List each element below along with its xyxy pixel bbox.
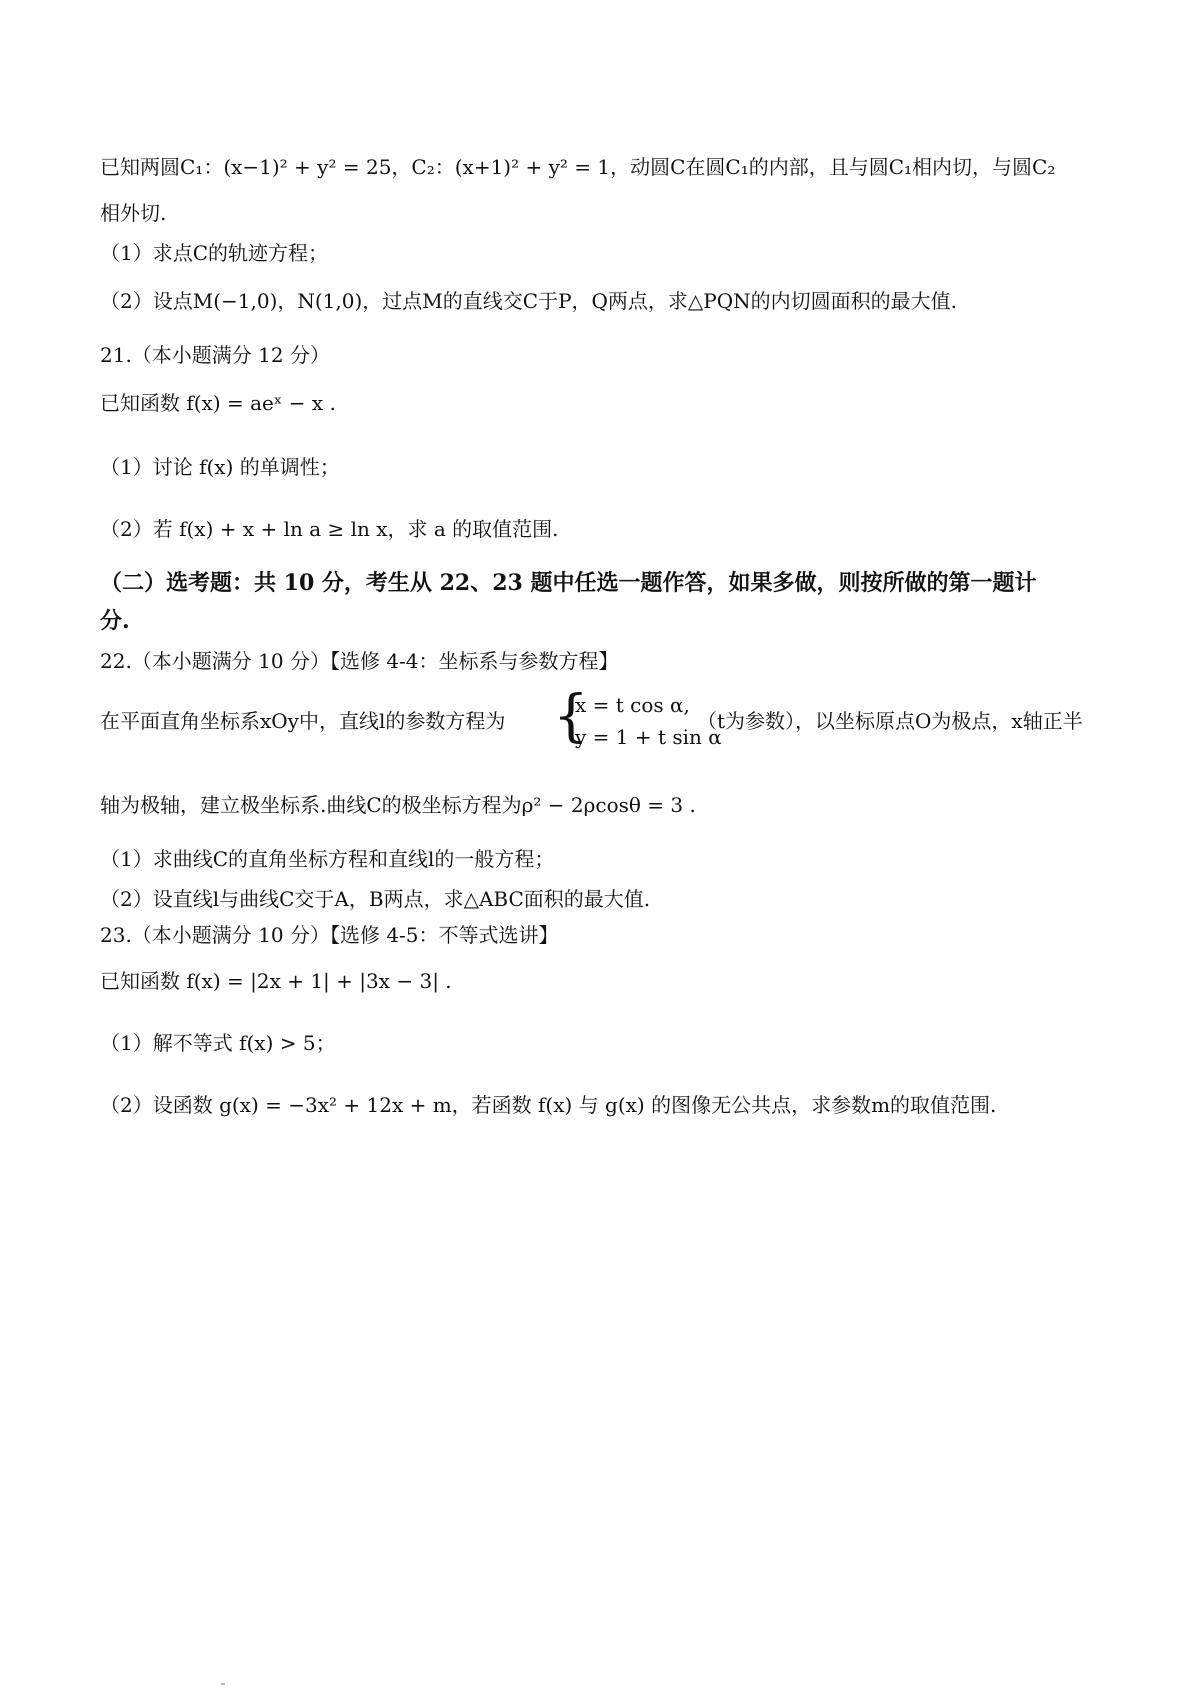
- parametric-row-y: y = 1 + t sin α: [575, 725, 722, 749]
- problem20-part1: （1）求点C的轨迹方程；: [100, 241, 329, 265]
- problem23-header: 23.（本小题满分 10 分）【选修 4-5：不等式选讲】: [100, 923, 559, 947]
- problem20-part2: （2）设点M(−1,0)，N(1,0)，过点M的直线交C于P，Q两点，求△PQN的内切圆面积的最大值.: [100, 289, 958, 313]
- problem23-part2: （2）设函数 g(x) = −3x² + 12x + m，若函数 f(x) 与 g(x) 的图像无公共点，求参数m的取值范围.: [100, 1093, 997, 1117]
- left-brace: {: [553, 684, 589, 749]
- problem22-part2: （2）设直线l与曲线C交于A，B两点，求△ABC面积的最大值.: [100, 887, 651, 911]
- problem20-statement-line1: 已知两圆C₁：(x−1)² + y² = 25，C₂：(x+1)² + y² = 1，动圆C在圆C₁的内部，且与圆C₁相内切，与圆C₂: [100, 155, 1056, 179]
- problem21-part2: （2）若 f(x) + x + ln a ≥ ln x，求 a 的取值范围.: [100, 517, 559, 541]
- elective-section-heading-line1: （二）选考题：共 10 分，考生从 22、23 题中任选一题作答，如果多做，则按所做的第一题计: [100, 570, 1037, 596]
- problem22-header: 22.（本小题满分 10 分）【选修 4-4：坐标系与参数方程】: [100, 649, 619, 673]
- page-mark: [221, 1683, 225, 1685]
- problem22-statement-line1-left: 在平面直角坐标系xOy中，直线l的参数方程为: [100, 709, 506, 733]
- problem22-statement-line1-right: （t为参数），以坐标原点O为极点，x轴正半: [697, 709, 1083, 733]
- problem22-statement-line2: 轴为极轴，建立极坐标系.曲线C的极坐标方程为ρ² − 2ρcosθ = 3 .: [100, 793, 696, 817]
- problem23-part1: （1）解不等式 f(x) > 5；: [100, 1031, 336, 1055]
- problem23-statement: 已知函数 f(x) = |2x + 1| + |3x − 3| .: [100, 969, 452, 993]
- problem21-part1: （1）讨论 f(x) 的单调性；: [100, 455, 340, 479]
- problem21-statement: 已知函数 f(x) = aeˣ − x .: [100, 391, 336, 415]
- problem22-part1: （1）求曲线C的直角坐标方程和直线l的一般方程；: [100, 847, 555, 871]
- problem21-header: 21.（本小题满分 12 分）: [100, 343, 330, 367]
- parametric-equation-system: [553, 684, 722, 752]
- elective-section-heading-line2: 分.: [100, 608, 130, 634]
- problem20-statement-line2: 相外切.: [100, 201, 167, 225]
- parametric-row-x: x = t cos α,: [575, 693, 690, 717]
